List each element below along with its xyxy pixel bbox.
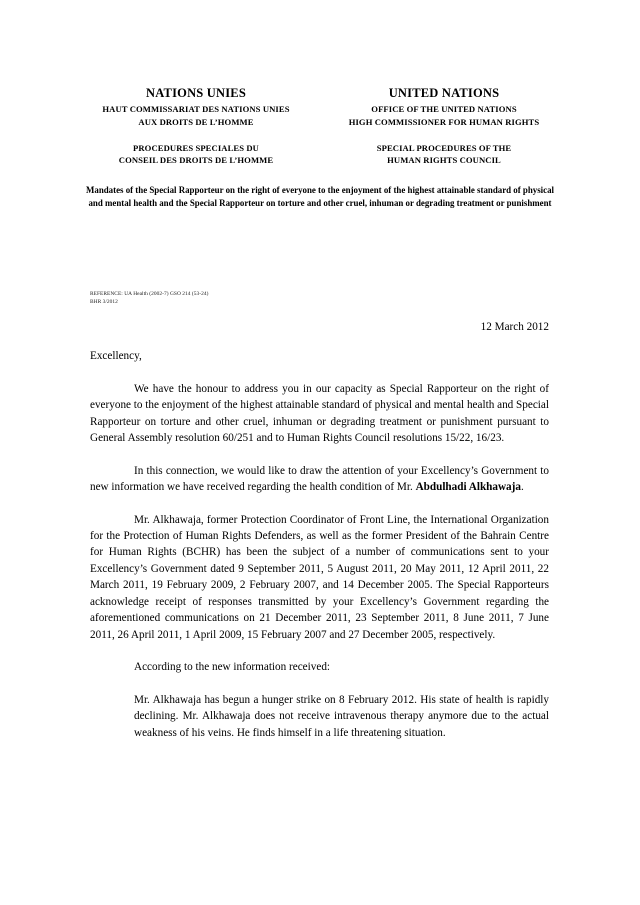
- reference-block: [90, 290, 208, 306]
- special-procedures-english-line2: HUMAN RIGHTS COUNCIL: [387, 155, 501, 166]
- special-procedures-french: [72, 142, 320, 166]
- office-name-french-line2: AUX DROITS DE L’HOMME: [138, 116, 254, 127]
- paragraph-mandate-introduction: We have the honour to address you in our capacity as Special Rapporteur on the right of everyone to the enjoyment of the highest attainable standard of physical and mental health and Special Rapporteur on torture and other cruel, inhuman or degrading treatment or punishment pursuant to General Assembly resolution 60/251 and to Human Rights Council resolutions 15/22, 16/23.: [90, 382, 549, 445]
- organization-name-french: NATIONS UNIES: [146, 86, 246, 100]
- paragraph-subject-text-before: In this connection, we would like to draw the attention of your Excellency’s Government to new information we have received regarding the health condition of Mr.: [90, 464, 549, 494]
- special-procedures-english: [320, 142, 568, 166]
- organization-name-english: UNITED NATIONS: [388, 86, 500, 100]
- salutation: Excellency,: [90, 350, 142, 362]
- reference-line-1: REFERENCE: UA Health (2002-7) GSO 214 (53-24): [90, 291, 209, 297]
- special-procedures-french-line1: PROCEDURES SPECIALES DU: [133, 143, 259, 154]
- paragraph-subject-introduction: [90, 463, 549, 496]
- special-procedures-french-line2: CONSEIL DES DROITS DE L’HOMME: [118, 155, 274, 166]
- letterhead-procedures-columns: [72, 142, 568, 166]
- paragraph-information-lead-in: According to the new information received:: [134, 661, 331, 674]
- letterhead-column-french: [72, 86, 320, 128]
- mandate-statement: Mandates of the Special Rapporteur on the right of everyone to the enjoyment of the highest attainable standard of physical and mental health and the Special Rapporteur on torture and other cruel, inhuman or degrading treatment or punishment: [86, 185, 554, 209]
- office-name-english-line1: OFFICE OF THE UNITED NATIONS: [371, 103, 517, 114]
- letterhead-column-english: [320, 86, 568, 128]
- reference-line-2: BHR 3/2012: [90, 299, 118, 306]
- letterhead: [72, 86, 568, 210]
- letter-date: 12 March 2012: [480, 321, 549, 333]
- paragraph-health-allegation: Mr. Alkhawaja has begun a hunger strike on 8 February 2012. His state of health is rapidly declining. Mr. Alkhawaja does not receive intravenous therapy anymore due to the actual weakness of his veins. He finds himself in a life threatening situation.: [134, 693, 549, 739]
- paragraph-subject-text-after: .: [520, 481, 524, 494]
- office-name-english-line2: HIGH COMMISSIONER FOR HUMAN RIGHTS: [348, 116, 540, 127]
- letterhead-columns: [72, 86, 568, 128]
- letter-body: [90, 348, 549, 752]
- paragraph-communications-history: Mr. Alkhawaja, former Protection Coordinator of Front Line, the International Organization for the Protection of Human Rights Defenders, as well as the former President of the Bahrain Centre for Human Rights (BCHR) has been the subject of a number of communications sent to your Excellency’s Government dated 9 September 2011, 5 August 2011, 20 May 2011, 12 April 2011, 22 March 2011, 19 February 2009, 2 February 2007, and 14 December 2005. The Special Rapporteurs acknowledge receipt of responses transmitted by your Excellency’s Government regarding the aforementioned communications on 21 December 2011, 23 September 2011, 8 June 2011, 7 June 2011, 26 April 2011, 1 April 2009, 15 February 2007 and 27 December 2005, respectively.: [90, 513, 549, 641]
- office-name-french-line1: HAUT COMMISSARIAT DES NATIONS UNIES: [102, 103, 290, 114]
- subject-person-name: Abdulhadi Alkhawaja: [415, 481, 521, 494]
- special-procedures-english-line1: SPECIAL PROCEDURES OF THE: [376, 143, 512, 154]
